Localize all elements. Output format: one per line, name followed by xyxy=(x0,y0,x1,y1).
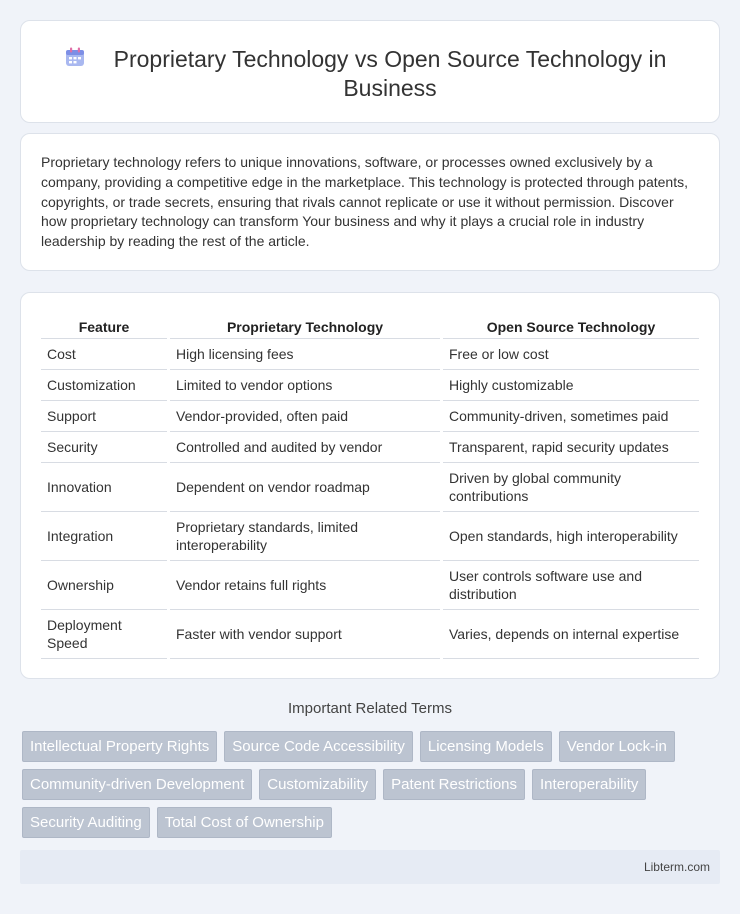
term-tag[interactable]: Community-driven Development xyxy=(22,769,252,800)
table-row xyxy=(41,339,699,370)
table-cell: Proprietary standards, limited interoperability xyxy=(170,512,440,561)
table-cell: Innovation xyxy=(41,463,167,512)
table-row xyxy=(41,610,699,659)
term-tag[interactable]: Interoperability xyxy=(532,769,646,800)
footer xyxy=(20,850,720,884)
table-cell: Community-driven, sometimes paid xyxy=(443,401,699,432)
page-title: Proprietary Technology vs Open Source Technology in Business xyxy=(113,46,667,101)
column-header-proprietary: Proprietary Technology xyxy=(170,311,440,339)
footer-site-link[interactable]: Libterm.com xyxy=(643,860,710,874)
table-cell: Deployment Speed xyxy=(41,610,167,659)
table-cell: Security xyxy=(41,432,167,463)
table-cell: Support xyxy=(41,401,167,432)
table-header-row xyxy=(41,311,699,339)
table-cell: Vendor retains full rights xyxy=(170,561,440,610)
table-cell: Free or low cost xyxy=(443,339,699,370)
term-tag[interactable]: Total Cost of Ownership xyxy=(157,807,332,838)
table-row xyxy=(41,561,699,610)
term-tag[interactable]: Security Auditing xyxy=(22,807,150,838)
table-row xyxy=(41,512,699,561)
table-row xyxy=(41,370,699,401)
table-cell: Faster with vendor support xyxy=(170,610,440,659)
table-cell: Integration xyxy=(41,512,167,561)
related-terms-list xyxy=(22,731,722,838)
table-cell: Transparent, rapid security updates xyxy=(443,432,699,463)
term-tag[interactable]: Patent Restrictions xyxy=(383,769,525,800)
column-header-open-source: Open Source Technology xyxy=(443,311,699,339)
table-cell: Driven by global community contributions xyxy=(443,463,699,512)
table-row xyxy=(41,463,699,512)
table-cell: Vendor-provided, often paid xyxy=(170,401,440,432)
table-cell: Ownership xyxy=(41,561,167,610)
term-tag[interactable]: Customizability xyxy=(259,769,376,800)
term-tag[interactable]: Intellectual Property Rights xyxy=(22,731,217,762)
table-cell: Dependent on vendor roadmap xyxy=(170,463,440,512)
table-cell: Highly customizable xyxy=(443,370,699,401)
column-header-feature: Feature xyxy=(41,311,167,339)
table-cell: Limited to vendor options xyxy=(170,370,440,401)
intro-paragraph: Proprietary technology refers to unique innovations, software, or processes owned exclusively by a company, providing a competitive edge in the marketplace. This technology is protected through patents, copyrights, or trade secrets, ensuring that rivals cannot replicate or use it without permission. Discover how proprietary technology can transform Your business and why it plays a crucial role in industry leadership by reading the rest of the article. xyxy=(41,154,688,250)
term-tag[interactable]: Vendor Lock-in xyxy=(559,731,675,762)
comparison-table xyxy=(38,311,702,659)
table-cell: Cost xyxy=(41,339,167,370)
table-cell: Controlled and audited by vendor xyxy=(170,432,440,463)
table-cell: User controls software use and distribution xyxy=(443,561,699,610)
term-tag[interactable]: Source Code Accessibility xyxy=(224,731,413,762)
table-cell: Customization xyxy=(41,370,167,401)
table-row xyxy=(41,401,699,432)
term-tag[interactable]: Licensing Models xyxy=(420,731,552,762)
related-terms-heading: Important Related Terms xyxy=(288,700,452,717)
table-row xyxy=(41,432,699,463)
title-card xyxy=(20,20,720,123)
comparison-table-card xyxy=(20,292,720,679)
table-cell: High licensing fees xyxy=(170,339,440,370)
table-cell: Varies, depends on internal expertise xyxy=(443,610,699,659)
table-cell: Open standards, high interoperability xyxy=(443,512,699,561)
intro-card xyxy=(20,133,720,271)
